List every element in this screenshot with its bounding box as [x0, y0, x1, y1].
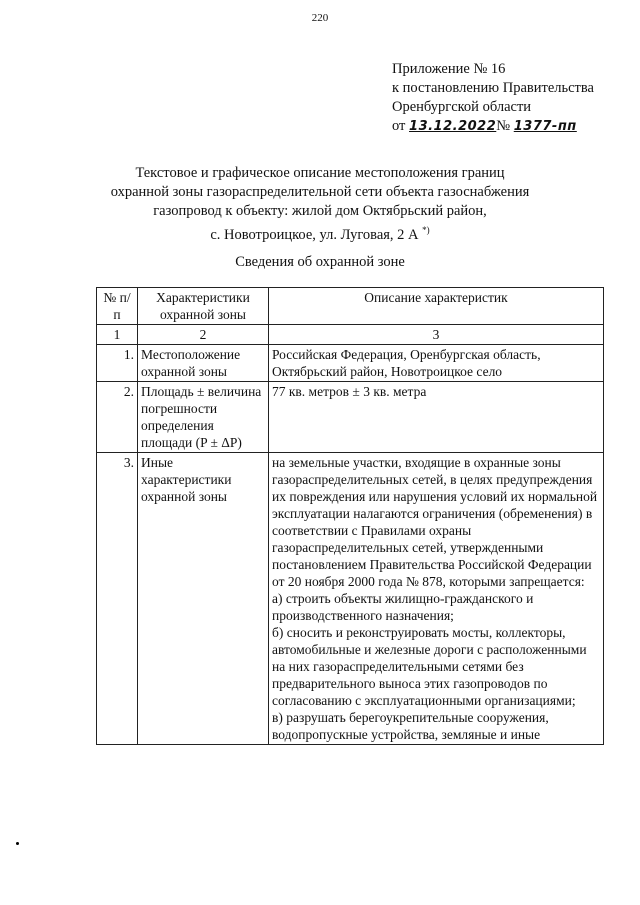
row-number: 1. — [97, 345, 138, 382]
appendix-line-1: Приложение № 16 — [392, 61, 506, 77]
table-row — [97, 382, 604, 453]
description-paragraph: на земельные участки, входящие в охранные зоны газораспределительных сетей, в целях предупреждения их повреждения или нарушения условий их нормальной эксплуатации налагаются ограничения (обременения) в соответствии с Правилами охраны газораспределительных сетей, утвержденными постановлением Правительства Российской Федерации от 20 ноября 2000 года № 878, которыми запрещается: — [272, 455, 598, 589]
title-line-2: охранной зоны газораспределительной сети объекта газоснабжения — [110, 184, 530, 200]
description-paragraph: а) строить объекты жилищно-гражданского и производственного назначения; — [272, 591, 534, 623]
row-number: 2. — [97, 382, 138, 453]
index-cell: 1 — [97, 325, 138, 345]
index-cell: 2 — [138, 325, 269, 345]
document-title — [60, 164, 580, 245]
title-line-4-text: с. Новотроицкое, ул. Луговая, 2 А — [210, 226, 419, 243]
description-paragraph: Российская Федерация, Оренбургская область, Октябрьский район, Новотроицкое село — [272, 347, 541, 379]
description-paragraph: 77 кв. метров ± 3 кв. метра — [272, 384, 427, 399]
description-paragraph: в) разрушать берегоукрепительные сооружения, водопропускные устройства, земляные и иные — [272, 710, 549, 742]
row-description — [269, 382, 604, 453]
row-description — [269, 345, 604, 382]
header-number: № п/п — [97, 288, 138, 325]
table-row — [97, 453, 604, 745]
title-line-4 — [60, 221, 580, 245]
resolution-number: 1377-пп — [513, 119, 577, 134]
row-characteristic: Иные характеристики охранной зоны — [138, 453, 269, 745]
page-number: 220 — [311, 12, 329, 24]
table-index-row — [97, 325, 604, 345]
section-subtitle: Сведения об охранной зоне — [235, 254, 405, 270]
row-characteristic: Площадь ± величина погрешности определения площади (P ± ΔP) — [138, 382, 269, 453]
appendix-date-line — [392, 117, 594, 136]
scan-mark — [16, 842, 19, 845]
appendix-line-2: к постановлению Правительства — [392, 80, 594, 96]
row-number: 3. — [97, 453, 138, 745]
row-characteristic: Местоположение охранной зоны — [138, 345, 269, 382]
row-description — [269, 453, 604, 745]
table-row — [97, 345, 604, 382]
from-label: от — [392, 118, 406, 134]
title-line-3: газопровод к объекту: жилой дом Октябрьский район, — [153, 203, 487, 219]
description-paragraph: б) сносить и реконструировать мосты, коллекторы, автомобильные и железные дороги с расположенными на них газораспределительными сетями без предварительного выноса этих газопроводов по согласованию с эксплуатационными организациями; — [272, 625, 587, 708]
number-label: № — [496, 118, 511, 134]
appendix-line-3: Оренбургской области — [392, 99, 532, 115]
table-header-row — [97, 288, 604, 325]
appendix-header — [392, 60, 594, 136]
header-characteristics: Характеристики охранной зоны — [138, 288, 269, 325]
index-cell: 3 — [269, 325, 604, 345]
title-line-1: Текстовое и графическое описание местоположения границ — [135, 165, 505, 181]
protection-zone-table — [96, 287, 604, 745]
footnote-mark: *) — [422, 225, 430, 235]
header-description: Описание характеристик — [269, 288, 604, 325]
resolution-date: 13.12.2022 — [409, 119, 497, 134]
